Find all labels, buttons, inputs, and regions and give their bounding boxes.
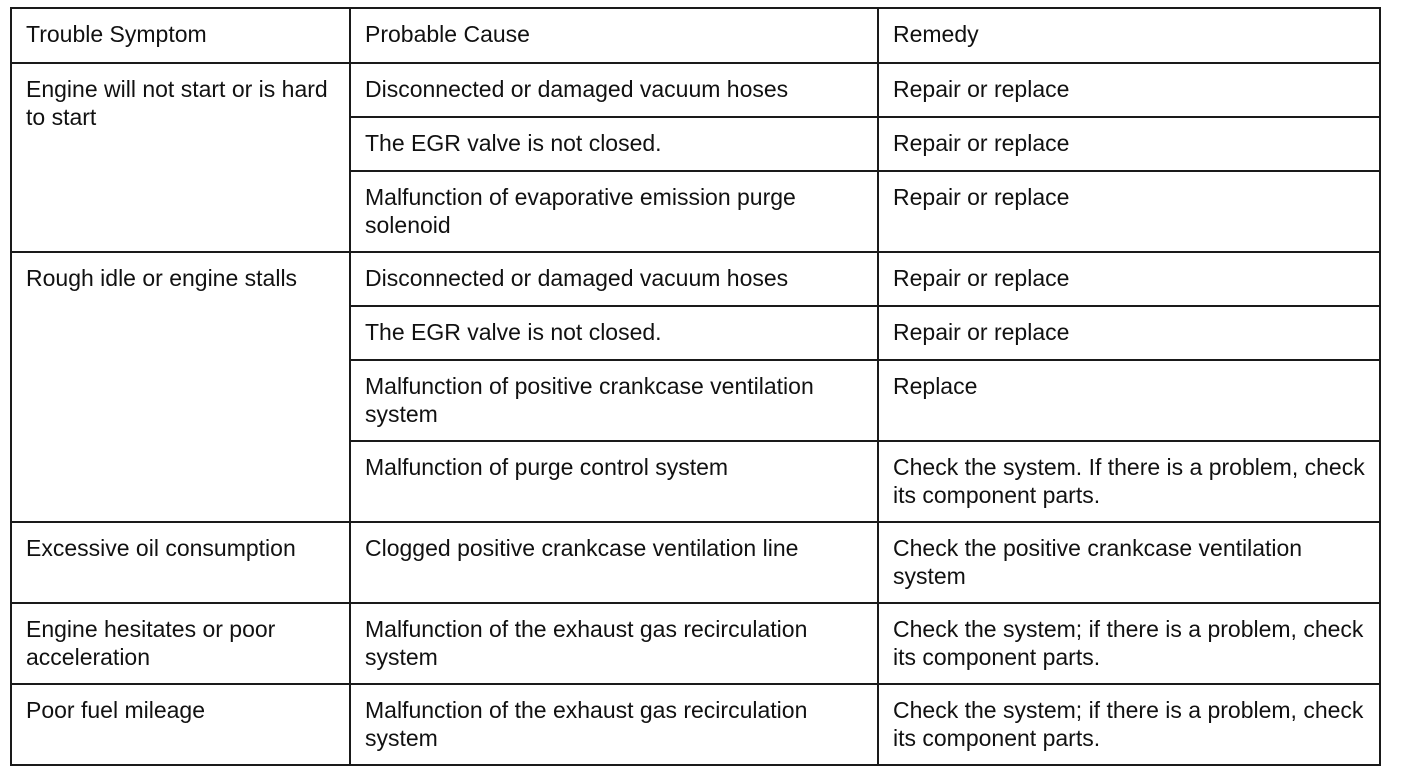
cause-cell: The EGR valve is not closed. xyxy=(350,306,878,360)
table-row xyxy=(11,252,1380,306)
table-row xyxy=(11,63,1380,117)
header-row xyxy=(11,8,1380,63)
cause-cell: Clogged positive crankcase ventilation line xyxy=(350,522,878,603)
cause-cell: The EGR valve is not closed. xyxy=(350,117,878,171)
symptom-cell: Excessive oil consumption xyxy=(11,522,350,603)
remedy-cell: Check the system; if there is a problem, check its component parts. xyxy=(878,684,1380,765)
troubleshooting-table xyxy=(10,7,1381,766)
table-row xyxy=(11,684,1380,765)
remedy-cell: Repair or replace xyxy=(878,252,1380,306)
remedy-cell: Repair or replace xyxy=(878,306,1380,360)
symptom-cell: Poor fuel mileage xyxy=(11,684,350,765)
cause-cell: Malfunction of purge control system xyxy=(350,441,878,522)
remedy-cell: Repair or replace xyxy=(878,63,1380,117)
remedy-cell: Repair or replace xyxy=(878,117,1380,171)
symptom-cell: Engine hesitates or poor acceleration xyxy=(11,603,350,684)
remedy-cell: Check the system. If there is a problem, check its component parts. xyxy=(878,441,1380,522)
cause-cell: Disconnected or damaged vacuum hoses xyxy=(350,63,878,117)
cause-cell: Malfunction of the exhaust gas recirculation system xyxy=(350,603,878,684)
symptom-cell: Engine will not start or is hard to start xyxy=(11,63,350,252)
cause-cell: Malfunction of positive crankcase ventilation system xyxy=(350,360,878,441)
cause-cell: Disconnected or damaged vacuum hoses xyxy=(350,252,878,306)
header-trouble-symptom: Trouble Symptom xyxy=(11,8,350,63)
table-row xyxy=(11,603,1380,684)
remedy-cell: Check the positive crankcase ventilation system xyxy=(878,522,1380,603)
remedy-cell: Repair or replace xyxy=(878,171,1380,252)
table-row xyxy=(11,522,1380,603)
remedy-cell: Check the system; if there is a problem, check its component parts. xyxy=(878,603,1380,684)
symptom-cell: Rough idle or engine stalls xyxy=(11,252,350,522)
cause-cell: Malfunction of evaporative emission purge solenoid xyxy=(350,171,878,252)
cause-cell: Malfunction of the exhaust gas recirculation system xyxy=(350,684,878,765)
remedy-cell: Replace xyxy=(878,360,1380,441)
header-remedy: Remedy xyxy=(878,8,1380,63)
header-probable-cause: Probable Cause xyxy=(350,8,878,63)
